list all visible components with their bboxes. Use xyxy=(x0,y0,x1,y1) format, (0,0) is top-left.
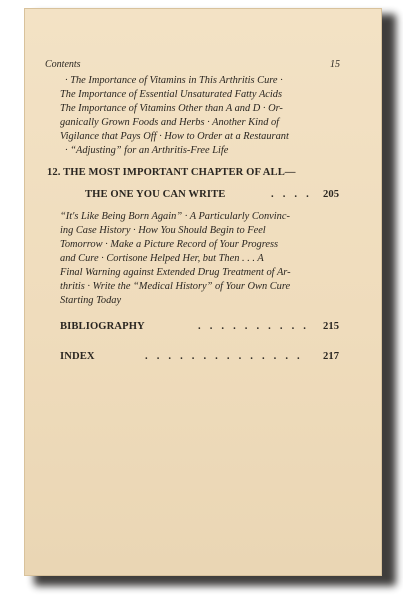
running-head-page-number: 15 xyxy=(330,59,340,70)
topic-line: Starting Today xyxy=(60,295,122,306)
bibliography-page-number: 215 xyxy=(323,321,340,332)
topic-line: and Cure · Cortisone Helped Her, but Then . . . A xyxy=(60,253,264,264)
chapter-title-line-1: 12. THE MOST IMPORTANT CHAPTER OF ALL— xyxy=(47,167,296,178)
bibliography-leader-dots: . . . . . . . . . . xyxy=(198,321,310,332)
topic-line: “It's Like Being Born Again” · A Particularly Convinc- xyxy=(60,211,290,222)
running-head-section: Contents xyxy=(45,59,81,70)
topic-line: Tomorrow · Make a Picture Record of Your Progress xyxy=(60,239,279,250)
topic-line: Final Warning against Extended Drug Treatment of Ar- xyxy=(60,267,291,278)
index-leader-dots: . . . . . . . . . . . . . . xyxy=(145,351,303,362)
topic-line: The Importance of Essential Unsaturated Fatty Acids xyxy=(60,89,283,100)
topic-line: ganically Grown Foods and Herbs · Another Kind of xyxy=(60,117,280,128)
topic-line: · The Importance of Vitamins in This Arthritis Cure · xyxy=(65,75,283,86)
topic-line: Vigilance that Pays Off · How to Order at a Restaurant xyxy=(60,131,289,142)
chapter-title-line-2: THE ONE YOU CAN WRITE xyxy=(85,189,226,200)
book-page xyxy=(24,8,382,576)
chapter-page-number: 205 xyxy=(323,189,340,200)
index-page-number: 217 xyxy=(323,351,340,362)
topic-line: · “Adjusting” for an Arthritis-Free Life xyxy=(65,145,229,156)
topic-line: thritis · Write the “Medical History” of Your Own Cure xyxy=(60,281,291,292)
topic-line: ing Case History · How You Should Begin to Feel xyxy=(60,225,266,236)
index-label: INDEX xyxy=(60,351,95,362)
topic-line: The Importance of Vitamins Other than A and D · Or- xyxy=(60,103,283,114)
bibliography-label: BIBLIOGRAPHY xyxy=(60,321,145,332)
chapter-leader-dots: . . . . xyxy=(271,189,312,200)
